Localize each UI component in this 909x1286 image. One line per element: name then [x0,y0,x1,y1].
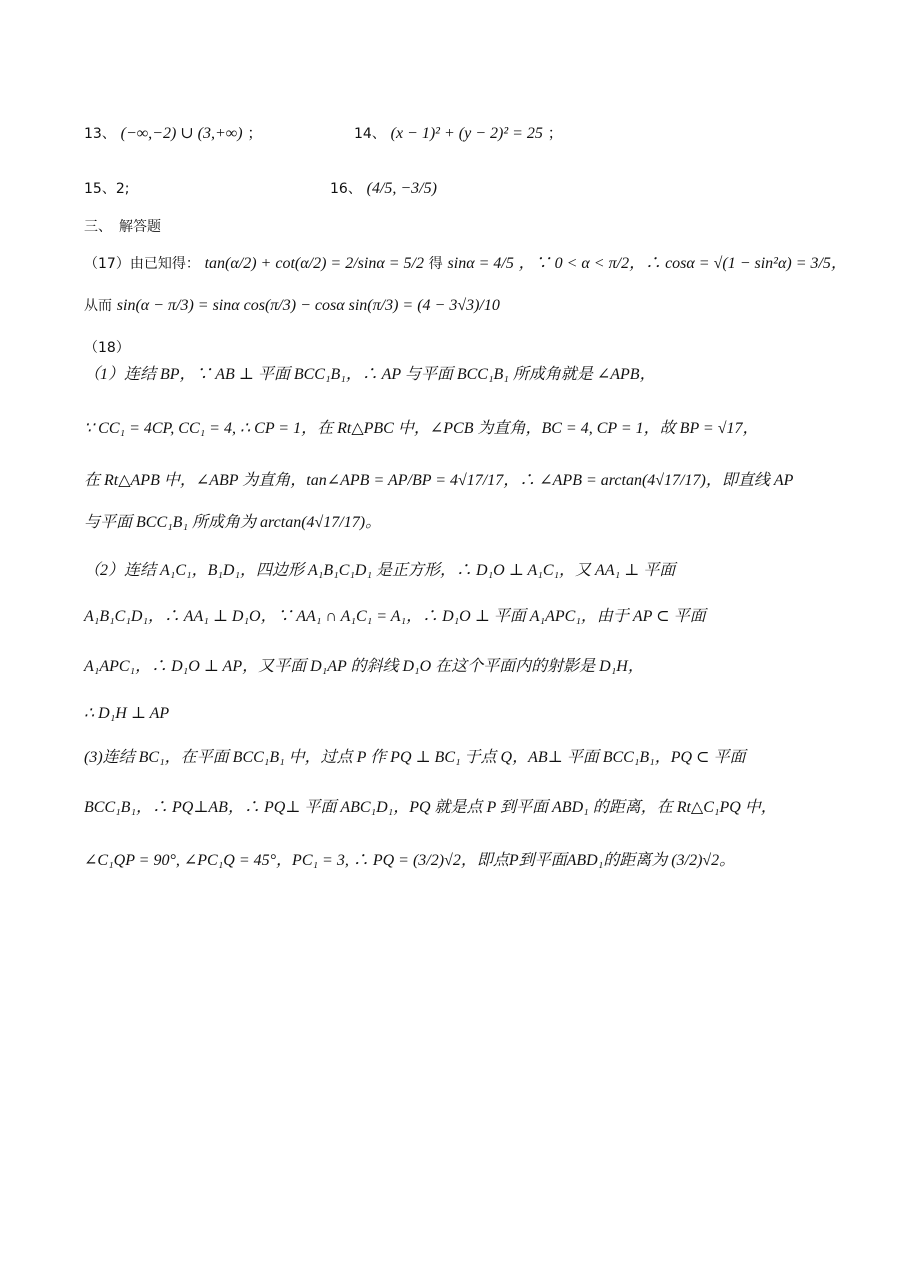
q14-label: 14、 [354,126,386,142]
q17-formula-1: tan(α/2) + cot(α/2) = 2/sinα = 5/2 [204,255,424,272]
q16-label: 16、 [330,181,362,197]
q17-formula-4: sin(α − π/3) = sinα cos(π/3) − cosα sin(π/3) = (4 − 3√3)/10 [116,297,500,314]
answer-row-13-14 [84,123,829,144]
q18-part2-text-2: A₁B₁C₁D₁，∴ AA₁ ⊥ D₁O，∵ AA₁ ∩ A₁C₁ = A₁，∴ D₁O ⊥ 平面 A₁APC₁，由于 AP ⊂ 平面 [84,608,706,625]
q18-part3-line-1 [84,747,829,768]
q14-separator: ； [547,124,563,142]
q18-label: （18） [84,340,130,356]
q18-part1-text-1: （1）连结 BP，∵ AB ⊥ 平面 BCC₁B₁，∴ AP 与平面 BCC₁B₁ 所成角就是 ∠APB， [84,366,656,383]
q18-part1-line-3 [84,470,829,491]
q18-part3-text-2: BCC₁B₁，∴ PQ⊥AB，∴ PQ⊥ 平面 ABC₁D₁，PQ 就是点 P 到平面 ABD₁ 的距离，在 Rt△C₁PQ 中， [84,799,777,816]
q18-part2-line-3 [84,656,829,677]
q17-formula-2: sinα = 4/5 [447,255,514,272]
q18-part1-line-1 [84,364,829,385]
q16-value: (4/5, −3/5) [366,180,437,197]
q15-label: 15、2; [84,181,130,197]
q18-part3-text-3: ∠C₁QP = 90°, ∠PC₁Q = 45°，PC₁ = 3, ∴ PQ = (3/2)√2，即点P到平面ABD₁的距离为 (3/2)√2。 [84,852,736,869]
q18-part3-line-2 [84,797,829,818]
q17-formula-3: ，∵ 0 < α < π/2，∴ cosα = √(1 − sin²α) = 3/5， [518,255,847,272]
q18-part1-text-2: ∵ CC₁ = 4CP, CC₁ = 4, ∴ CP = 1，在 Rt△PBC 中，∠PCB 为直角，BC = 4, CP = 1，故 BP = √17， [84,420,759,437]
q17-connector: 得 [428,256,443,272]
q13-value: (−∞,−2) ∪ (3,+∞) [120,125,243,142]
q18-part1-line-4 [84,512,829,533]
q18-part2-text-4: ∴ D₁H ⊥ AP [84,705,170,722]
q14-block [354,123,563,144]
q18-part3-line-3 [84,850,829,871]
q13-separator: ； [247,124,263,142]
q17-intro: （17）由已知得： [84,256,200,272]
q13-label: 13、 [84,126,116,142]
q18-part2-line-1 [84,560,829,581]
q14-value: (x − 1)² + (y − 2)² = 25 [390,125,543,142]
q17-line-1 [84,253,847,274]
answer-row-15-16 [84,178,829,199]
q17-conclusion-intro: 从而 [84,298,112,314]
q18-part1-line-2 [84,418,829,439]
section-title: 三、 解答题 [84,219,161,235]
q18-part1-text-4: 与平面 BCC₁B₁ 所成角为 arctan(4√17/17)。 [84,514,382,531]
q18-part2-text-3: A₁APC₁，∴ D₁O ⊥ AP，又平面 D₁AP 的斜线 D₁O 在这个平面内的射影是 D₁H， [84,658,644,675]
q18-part2-line-4 [84,703,829,724]
q16-block [330,178,437,199]
q18-part2-text-1: （2）连结 A₁C₁，B₁D₁，四边形 A₁B₁C₁D₁ 是正方形，∴ D₁O ⊥ A₁C₁，又 AA₁ ⊥ 平面 [84,562,676,579]
q17-line-2 [84,295,829,316]
q18-part2-line-2 [84,606,829,627]
q18-part3-text-1: (3)连结 BC₁，在平面 BCC₁B₁ 中，过点 P 作 PQ ⊥ BC₁ 于点 Q，AB⊥ 平面 BCC₁B₁，PQ ⊂ 平面 [84,749,746,766]
q18-part1-text-3: 在 Rt△APB 中，∠ABP 为直角，tan∠APB = AP/BP = 4√17/17，∴ ∠APB = arctan(4√17/17)，即直线 AP [84,472,794,489]
